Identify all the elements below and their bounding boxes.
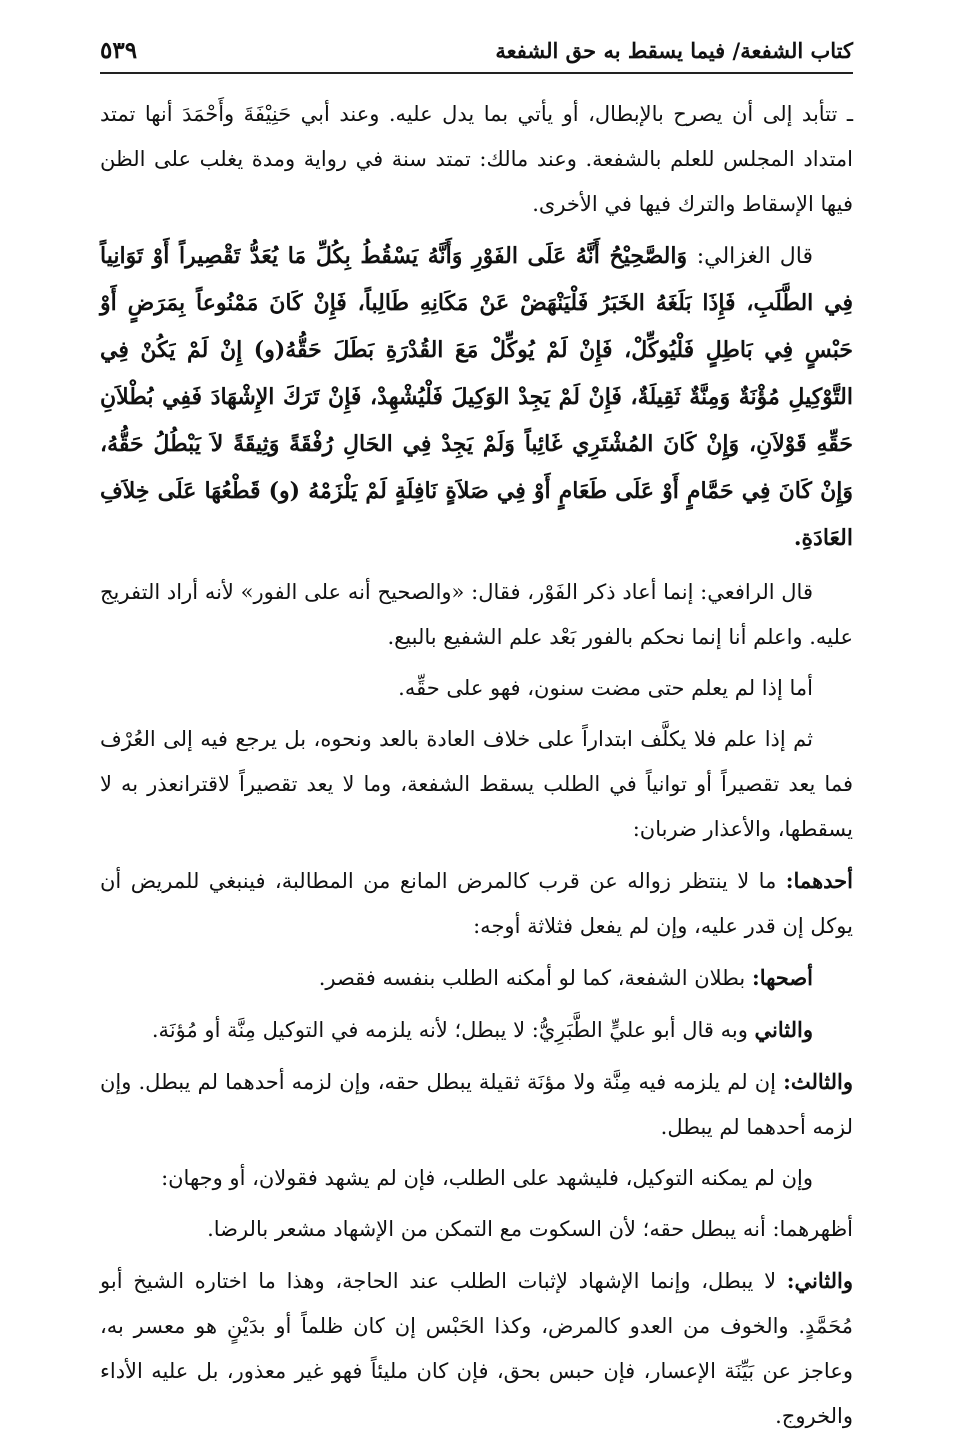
paragraph: أحدهما: ما لا ينتظر زواله عن قرب كالمرض المانع من المطالبة، فينبغي للمريض أن يوكل إن قدر عليه، وإن لم يفعل فثلاثة أوجه: [100, 868, 853, 938]
paragraph: أما إذا لم يعلم حتى مضت سنون، فهو على حقِّه. [398, 676, 813, 700]
page-body [100, 92, 853, 1445]
paragraph: والثاني وبه قال أبو عليٍّ الطَّبَرِيُّ: لا يبطل؛ لأنه يلزمه في التوكيل مِنَّة أو مُؤنَة. [151, 1017, 813, 1042]
running-header [100, 28, 853, 74]
page-number: ٥٣٩ [100, 36, 138, 64]
paragraph: ـ تتأبد إلى أن يصرح بالإبطال، أو يأتي بما يدل عليه. وعند أبي حَنِيْفَةَ وأَحْمَدَ أنها تمتد امتداد المجلس للعلم بالشفعة. وعند مالك: تمتد سنة في رواية ومدة يغلب على الظن فيها الإسقاط والترك فيها في الأخرى. [100, 102, 853, 216]
paragraph: والثالث: إن لم يلزمه فيه مِنَّة ولا مؤنَة ثقيلة يبطل حقه، وإن لزمه أحدهما لم يبطل. وإن لزمه أحدهما لم يبطل. [100, 1069, 853, 1139]
paragraph-lead: والثاني: [786, 1268, 853, 1293]
paragraph: أظهرهما: أنه يبطل حقه؛ لأن السكوت مع التمكن من الإشهاد مشعر بالرضا. [207, 1217, 853, 1241]
header-title: كتاب الشفعة/ فيما يسقط به حق الشفعة [495, 37, 853, 63]
paragraph-lead: والثالث: [783, 1069, 853, 1094]
paragraph: وإن لم يمكنه التوكيل، فليشهد على الطلب، فإن لم يشهد فقولان، أو وجهان: [161, 1166, 813, 1190]
paragraph-lead: قال الغزالي: [696, 244, 813, 269]
paragraph: ثم إذا علم فلا يكلَّف ابتداراً على خلاف العادة بالعد ونحوه، بل يرجع فيه إلى العُرْف فما يعد تقصيراً أو توانياً في الطلب يسقط الشفعة، وما لا يعد تقصيراً لاقترانعذر به لا يسقطها، والأعذار ضربان: [100, 727, 853, 841]
paragraph: والثاني: لا يبطل، وإنما الإشهاد لإثبات الطلب عند الحاجة، وهذا ما اختاره الشيخ أبو مُحَمَّدٍ. والخوف من العدو كالمرض، وكذا الحَبْس إن كان ظلماً أو بدَيْنٍ هو معسر به، وعاجز عن بَيِّنَة الإعسار، فإن حبس بحق، فإن كان مليئاً فهو غير معذور، بل عليه الأداء والخروج. [100, 1268, 853, 1428]
paragraph: قال الرافعي: إنما أعاد ذكر الفَوْر، فقال: «والصحيح أنه على الفور» لأنه أراد التفريج عليه. واعلم أنا إنما نحكم بالفور بَعْد علم الشفيع بالبيع. [100, 580, 853, 649]
paragraph-lead: أصحها: [751, 965, 813, 990]
paragraph-lead: والثاني [754, 1017, 813, 1042]
ghazali-quote-paragraph: قال الغزالي: وَالصَّحِيْحُ أَنَّهُ عَلَى الفَوْرِ وَأَنَّهُ يَسْقُطُ بِكُلِّ مَا يُعَدُّ تَقْصِيراً أَوْ تَوَانِياً فِي الطَّلَبِ، فَإِذَا بَلَغَهُ الخَبَرُ فَلْيَنْهَضْ عَنْ مَكَانِهِ طَالِباً، فَإِنْ كَانَ مَمْنُوعاً بِمَرَضٍ أَوْ حَبْسٍ فِي بَاطِلٍ فَلْيُوكِّلْ، فَإِنْ لَمْ يُوكِّلْ مَعَ القُدْرَةِ بَطَلَ حَقُّهُ(و) إِنْ لَمْ يَكُنْ فِي التَّوْكِيلِ مُؤْنَةٌ وَمِنَّةٌ ثَقِيلَةٌ، فَإِنْ لَمْ يَجِدْ الوَكِيلَ فَلْيُشْهِدْ، فَإِنْ تَرَكَ الإِشْهَادَ فَفِي بُطْلاَنِ حَقِّهِ قَوْلاَنِ، وَإِنْ كَانَ المُشْتَرِي غَائِباً وَلَمْ يَجِدْ فِي الحَالِ رُفْقَةً وَثِيقَةً لاَ يَبْطُلُ حَقُّهُ، وَإِنْ كَانَ فِي حَمَّامٍ أَوْ عَلَى طَعَامٍ أَوْ فِي صَلاَةٍ نَافِلَةٍ لَمْ يَلْزَمْهُ (و) قَطْعُهَا عَلَى خِلاَفِ العَادَةِ. [100, 243, 853, 551]
paragraph: أصحها: بطلان الشفعة، كما لو أمكنه الطلب بنفسه فقصر. [318, 965, 813, 990]
paragraph-lead: أحدهما: [785, 868, 853, 893]
